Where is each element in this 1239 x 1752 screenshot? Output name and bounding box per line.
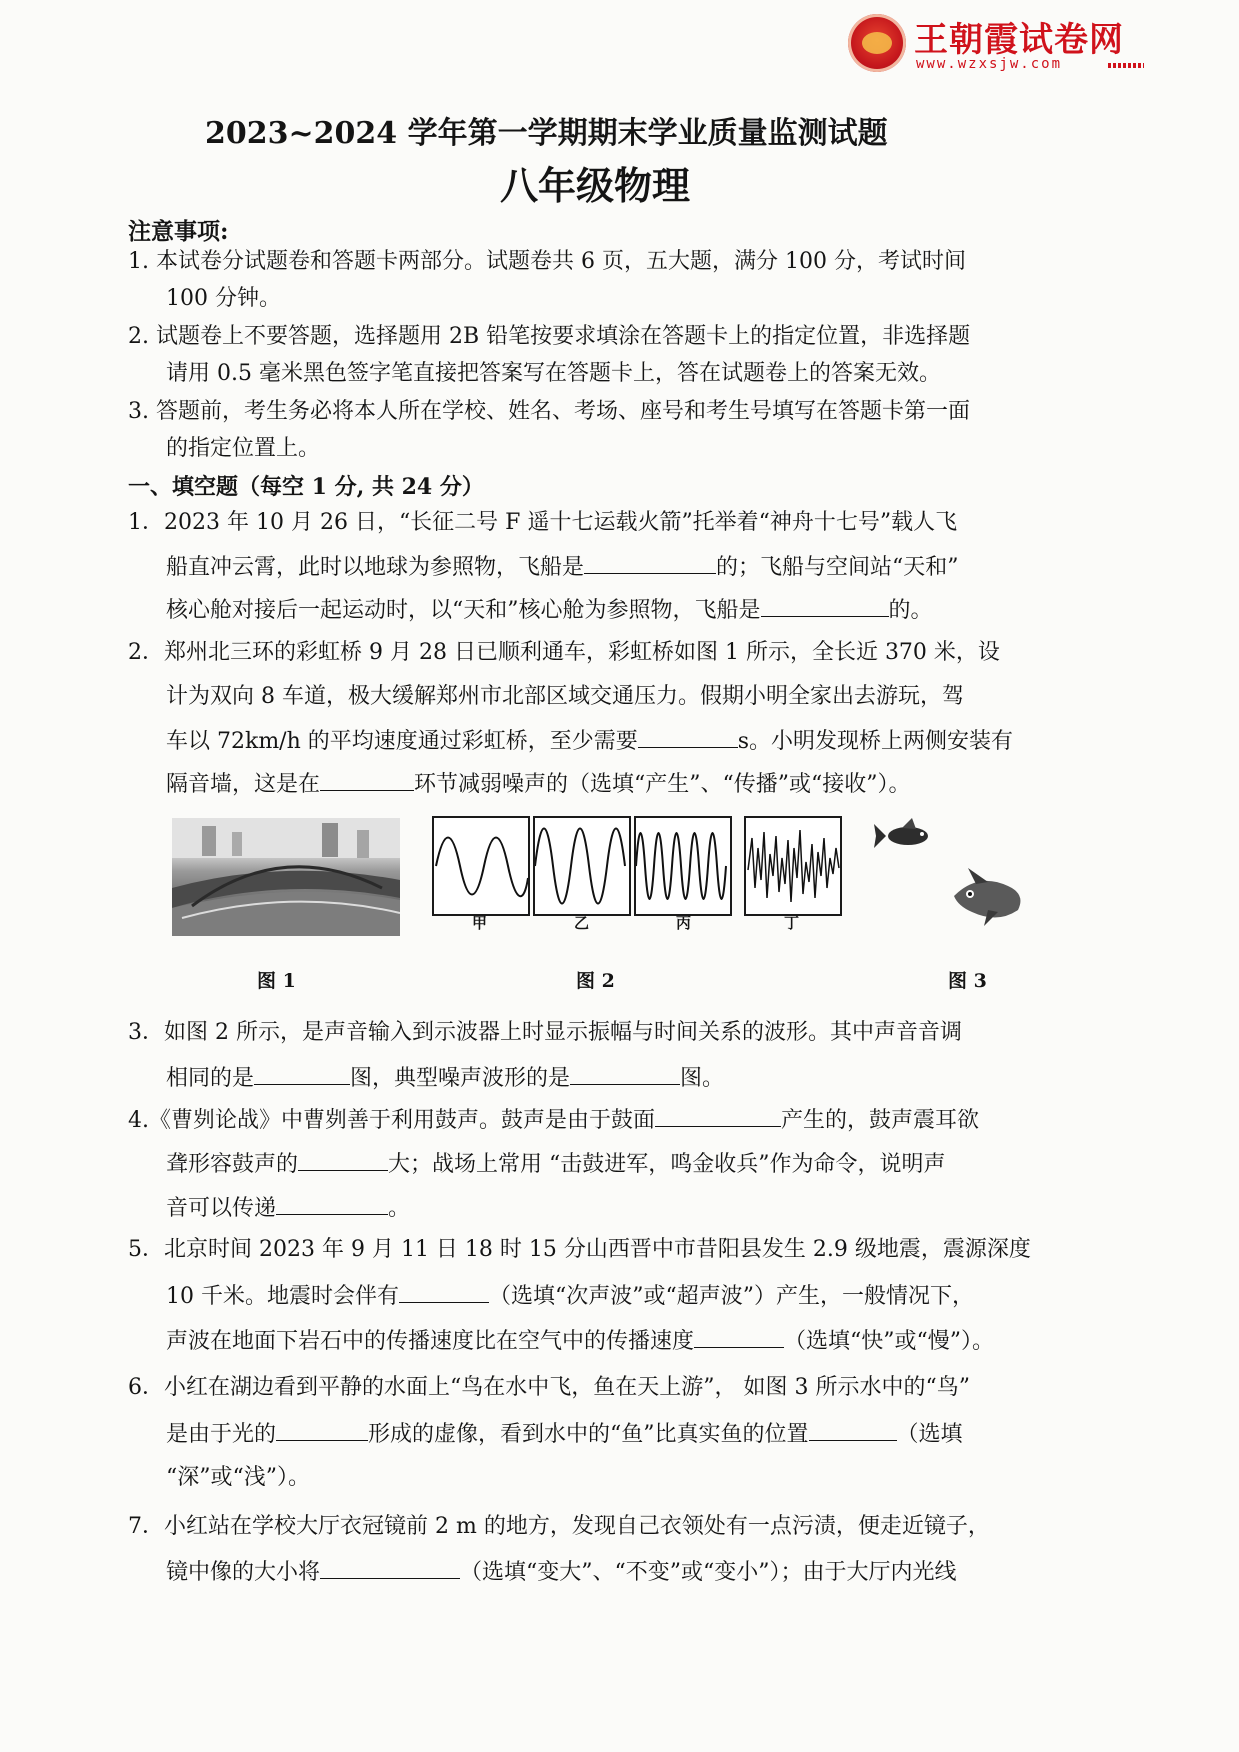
question-1-line: 核心舱对接后一起运动时，以“天和”核心舱为参照物，飞船是 的。 [166,594,933,626]
answer-blank [320,768,414,791]
answer-blank [320,1556,460,1579]
answer-blank [276,1192,388,1215]
question-2-line: 计为双向 8 车道，极大缓解郑州市北部区域交通压力。假期小明全家出去游玩，驾 [166,684,964,709]
waveform-bing [636,818,730,914]
exam-subject: 八年级物理 [500,163,691,208]
question-5-line: 10 千米。地震时会伴有 （选填“次声波”或“超声波”）产生，一般情况下， [166,1280,974,1312]
question-1-line: 船直冲云霄，此时以地球为参照物，飞船是 的；飞船与空间站“天和” [166,551,959,583]
figure-2-caption: 图 2 [576,970,615,992]
notice-line: 请用 0.5 毫米黑色签字笔直接把答案写在答题卡上，答在试题卷上的答案无效。 [166,361,941,386]
oscilloscope-yi [533,816,631,916]
answer-blank [638,725,738,748]
notice-line: 的指定位置上。 [166,436,321,461]
bridge-drawing [172,818,400,936]
brand-url: www.wzxsjw.com [916,56,1063,72]
question-5-line: 声波在地面下岩石中的传播速度比在空气中的传播速度 （选填“快”或“慢”）。 [166,1325,994,1357]
question-4-line: 音可以传递 。 [166,1192,410,1224]
question-4-line: 4.《曹刿论战》中曹刿善于利用鼓声。鼓声是由于鼓面 产生的，鼓声震耳欲 [128,1104,979,1136]
question-3-line: 3．如图 2 所示，是声音输入到示波器上时显示振幅与时间关系的波形。其中声音音调 [128,1020,962,1045]
question-1-line: 1．2023 年 10 月 26 日，“长征二号 F 遥十七运载火箭”托举着“神舟十七号”载人飞 [128,510,958,535]
answer-blank [655,1104,781,1127]
notice-heading: 注意事项: [128,218,229,245]
answer-blank [809,1418,897,1441]
question-3-line: 相同的是 图，典型噪声波形的是 图。 [166,1062,724,1094]
answer-blank [584,551,716,574]
decorative-stripe [1108,63,1144,68]
oscilloscope-label: 甲 [472,914,488,932]
brand-logo [848,12,1148,80]
fish-icon [872,816,942,856]
oscilloscope-label: 丁 [784,914,800,932]
question-2-line: 2．郑州北三环的彩虹桥 9 月 28 日已顺利通车，彩虹桥如图 1 所示，全长近 370 米，设 [128,640,1000,665]
question-5-line: 5．北京时间 2023 年 9 月 11 日 18 时 15 分山西晋中市昔阳县发生 2.9 级地震，震源深度 [128,1237,1031,1262]
oscilloscope-label: 丙 [676,914,692,932]
notice-line: 2. 试题卷上不要答题，选择题用 2B 铅笔按要求填涂在答题卡上的指定位置，非选择题 [128,324,971,349]
question-7-line: 7．小红站在学校大厅衣冠镜前 2 m 的地方，发现自己衣领处有一点污渍，便走近镜子， [128,1514,990,1539]
bird-icon [948,866,1030,928]
exam-title: 2023~2024 学年第一学期期末学业质量监测试题 [205,116,888,151]
waveform-ding [746,818,840,914]
answer-blank [570,1062,680,1085]
question-7-line: 镜中像的大小将 （选填“变大”、“不变”或“变小”）；由于大厅内光线 [166,1556,957,1588]
question-2-line: 隔音墙，这是在 环节减弱噪声的（选填“产生”、“传播”或“接收”）。 [166,768,911,800]
oscilloscope-bing [634,816,732,916]
notice-line: 3. 答题前，考生务必将本人所在学校、姓名、考场、座号和考生号填写在答题卡第一面 [128,399,970,424]
notice-line: 1. 本试卷分试题卷和答题卡两部分。试题卷共 6 页，五大题，满分 100 分，考试时间 [128,249,966,274]
waveform-yi [535,818,629,914]
answer-blank [276,1418,368,1441]
oscilloscope-label: 乙 [574,914,590,932]
oscilloscope-jia [432,816,530,916]
question-6-line: 是由于光的 形成的虚像，看到水中的“鱼”比真实鱼的位置 （选填 [166,1418,963,1450]
section-heading: 一、填空题（每空 1 分, 共 24 分） [128,474,484,500]
figure-1-bridge-photo [172,818,400,936]
question-6-line: 6．小红在湖边看到平静的水面上“鸟在水中飞，鱼在天上游”， 如图 3 所示水中的“鸟” [128,1375,970,1400]
brand-name: 王朝霞试卷网 [914,20,1124,60]
figure-1-caption: 图 1 [257,970,296,992]
answer-blank [399,1280,489,1303]
answer-blank [761,594,889,617]
answer-blank [694,1325,784,1348]
question-4-line: 聋形容鼓声的 大；战场上常用 “击鼓进军，鸣金收兵”作为命令，说明声 [166,1148,946,1180]
notice-line: 100 分钟。 [166,286,281,311]
answer-blank [254,1062,350,1085]
question-6-line: “深”或“浅”）。 [166,1465,310,1490]
figure-3-caption: 图 3 [948,970,987,992]
question-2-line: 车以 72km/h 的平均速度通过彩虹桥，至少需要 s。小明发现桥上两侧安装有 [166,725,1013,757]
waveform-jia [434,818,528,914]
oscilloscope-ding [744,816,842,916]
seal-icon [848,14,906,72]
answer-blank [298,1148,388,1171]
